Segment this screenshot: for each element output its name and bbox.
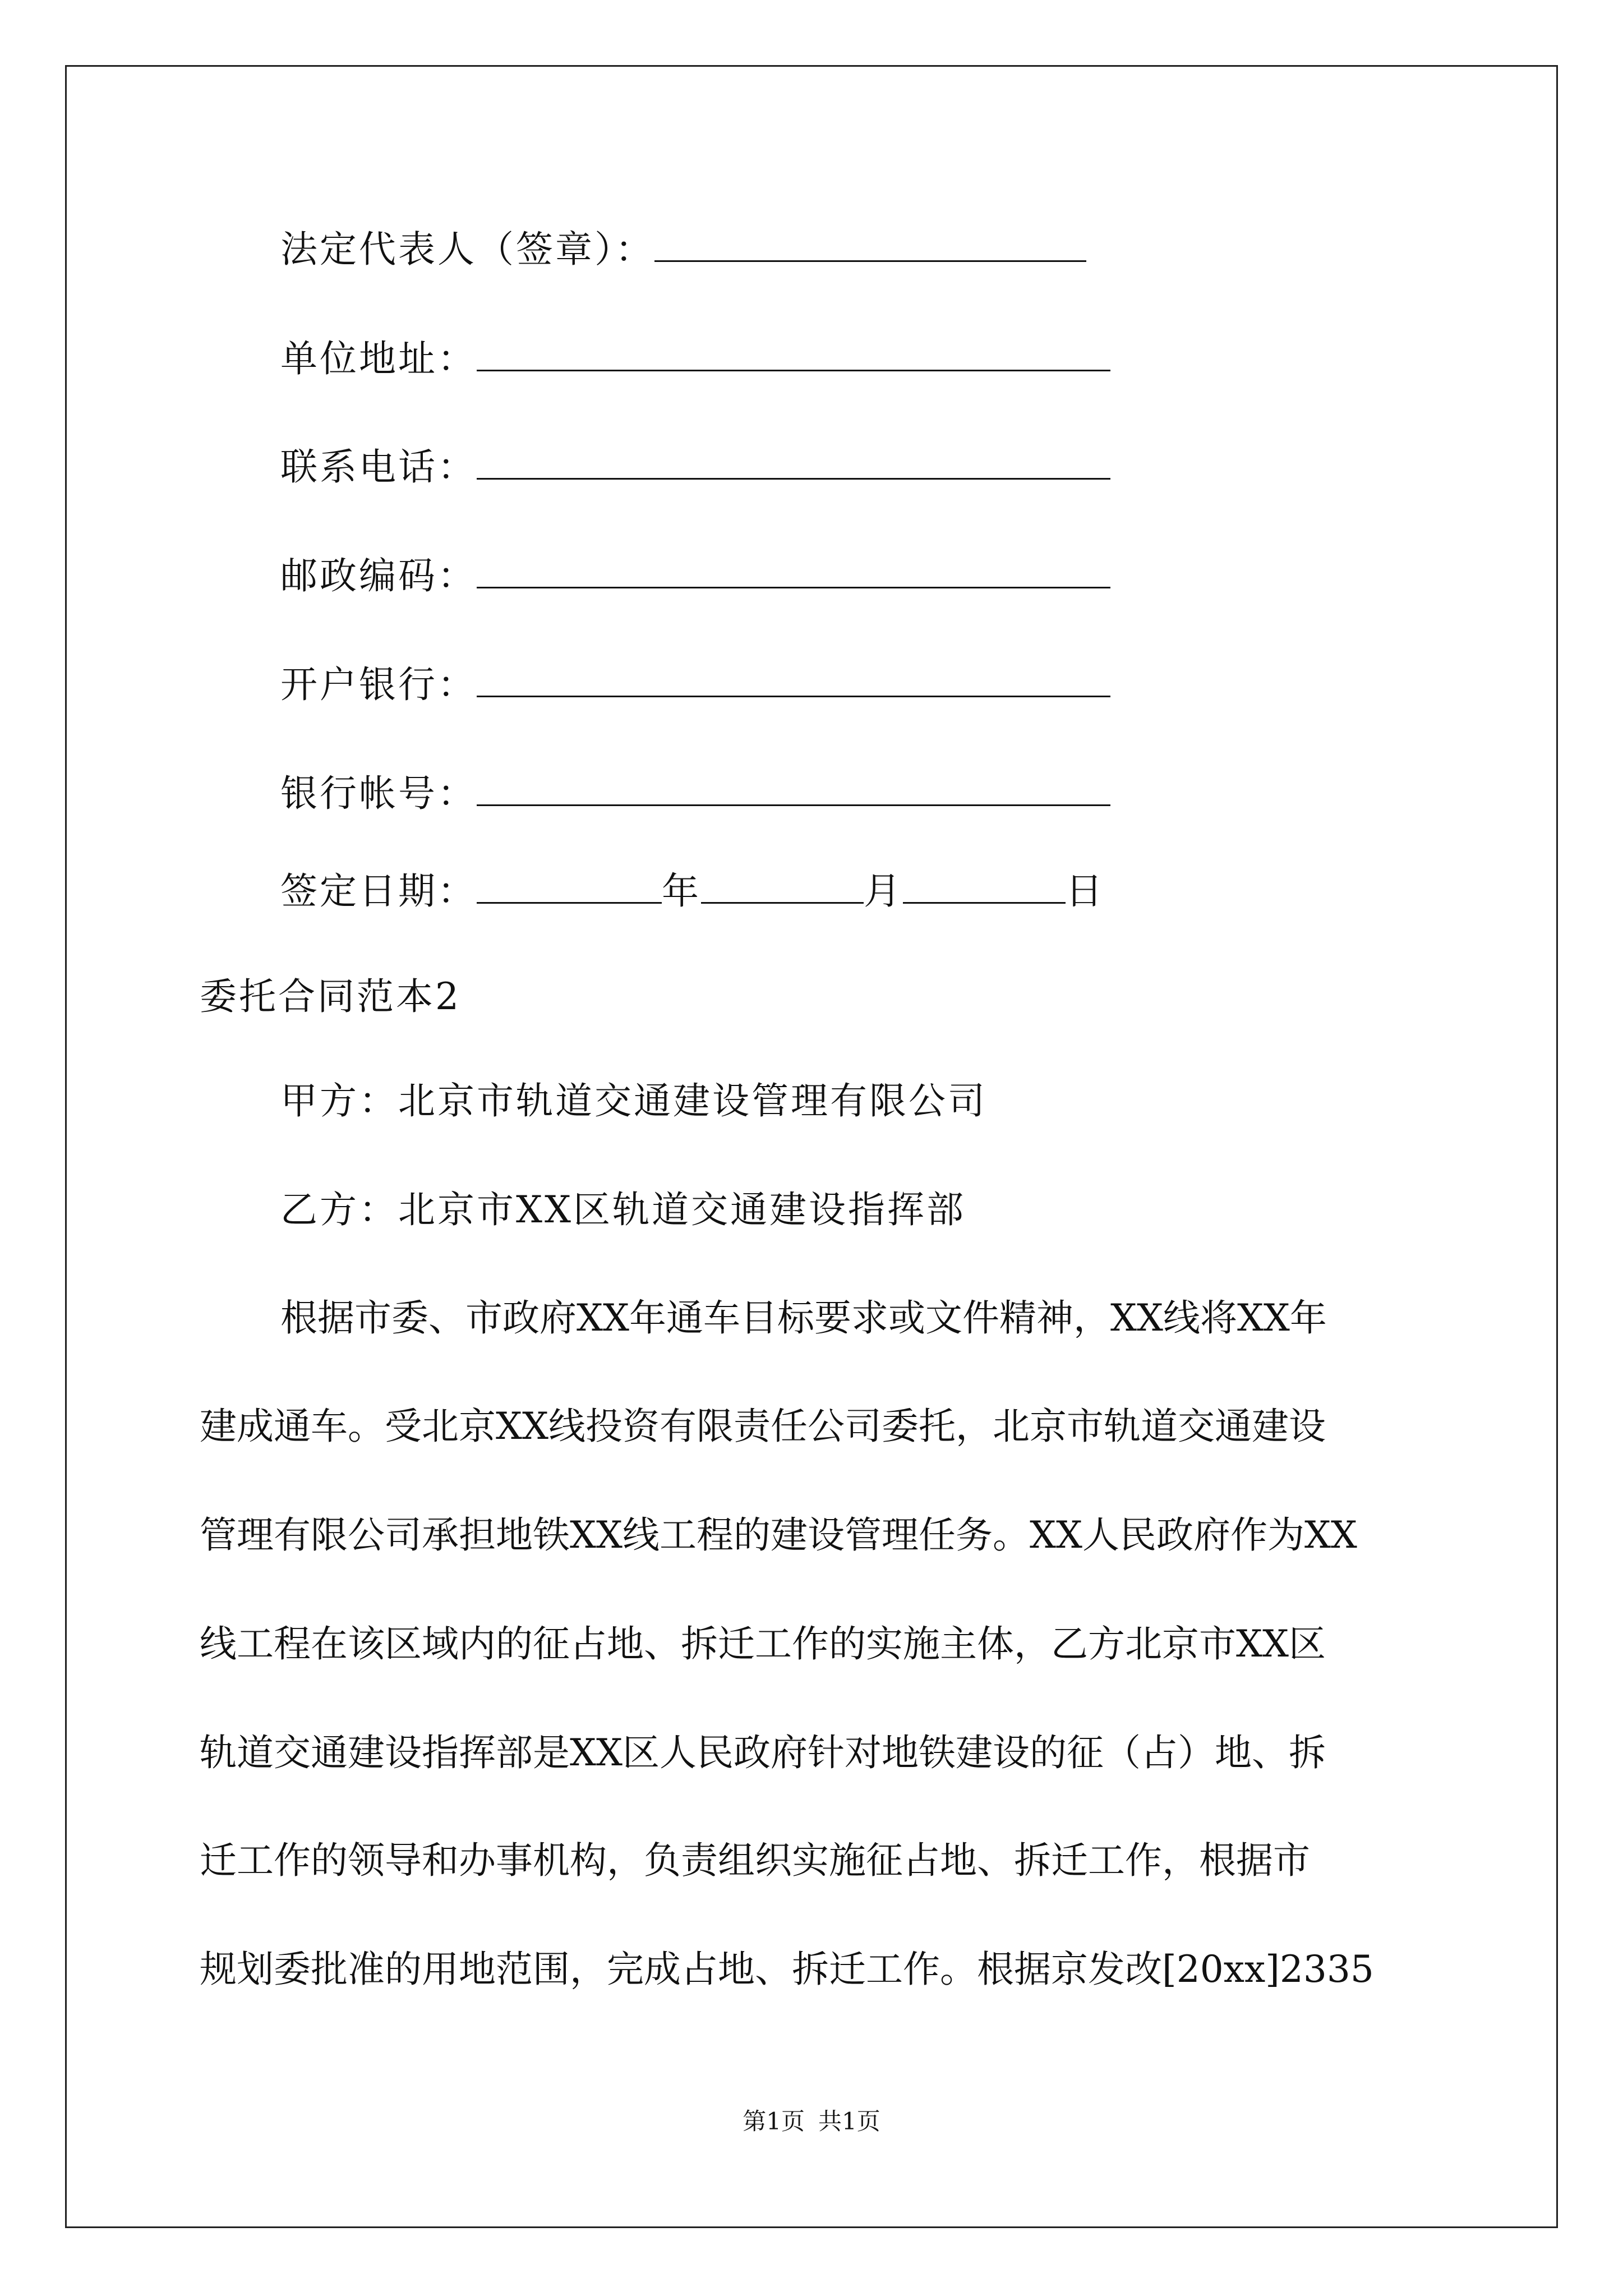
- form-field-phone: [280, 442, 1110, 493]
- form-field-postcode: [280, 551, 1110, 601]
- year-label: 年: [662, 869, 701, 913]
- field-label: 开户银行：: [280, 663, 477, 706]
- paragraph-line: 建成通车。受北京XX线投资有限责任公司委托，北京市轨道交通建设: [200, 1405, 1326, 1448]
- blank-line: [903, 868, 1066, 904]
- paragraph-line: 线工程在该区域内的征占地、拆迁工作的实施主体，乙方北京市XX区: [200, 1622, 1326, 1665]
- form-field-legal-representative: [280, 224, 1086, 275]
- page-number: 第1页: [743, 2108, 805, 2135]
- paragraph-line: 管理有限公司承担地铁XX线工程的建设管理任务。XX人民政府作为XX: [200, 1513, 1357, 1557]
- blank-line: [477, 336, 1110, 371]
- form-field-signing-date: [280, 866, 1105, 917]
- party-b: 乙方：北京市XX区轨道交通建设指挥部: [280, 1188, 966, 1231]
- blank-line: [701, 868, 864, 904]
- blank-line: [477, 771, 1110, 806]
- field-label: 签定日期：: [280, 869, 477, 913]
- field-label: 邮政编码：: [280, 554, 477, 597]
- field-label: 银行帐号：: [280, 772, 477, 815]
- page-border: [65, 65, 1558, 2228]
- paragraph-line: 轨道交通建设指挥部是XX区人民政府针对地铁建设的征（占）地、拆: [200, 1731, 1326, 1774]
- paragraph-line: 根据市委、市政府XX年通车目标要求或文件精神，XX线将XX年: [280, 1296, 1327, 1340]
- field-label: 法定代表人（签章）：: [280, 228, 654, 271]
- blank-line: [477, 444, 1110, 480]
- page-footer: [0, 2105, 1623, 2138]
- page-total: 共1页: [818, 2108, 880, 2135]
- party-a: 甲方：北京市轨道交通建设管理有限公司: [280, 1079, 987, 1122]
- form-field-account: [280, 769, 1110, 819]
- paragraph-line: 规划委批准的用地范围，完成占地、拆迁工作。根据京发改[20xx]2335: [200, 1948, 1374, 1991]
- blank-line: [477, 662, 1110, 697]
- form-field-bank: [280, 660, 1110, 710]
- blank-line: [477, 553, 1110, 588]
- field-label: 联系电话：: [280, 445, 477, 489]
- blank-line: [654, 227, 1086, 262]
- field-label: 单位地址：: [280, 337, 477, 380]
- form-field-address: [280, 334, 1110, 384]
- month-label: 月: [864, 869, 903, 913]
- blank-line: [477, 868, 662, 904]
- paragraph-line: 迁工作的领导和办事机构，负责组织实施征占地、拆迁工作，根据市: [200, 1839, 1310, 1882]
- section-title: 委托合同范本2: [200, 975, 461, 1018]
- day-label: 日: [1066, 869, 1105, 913]
